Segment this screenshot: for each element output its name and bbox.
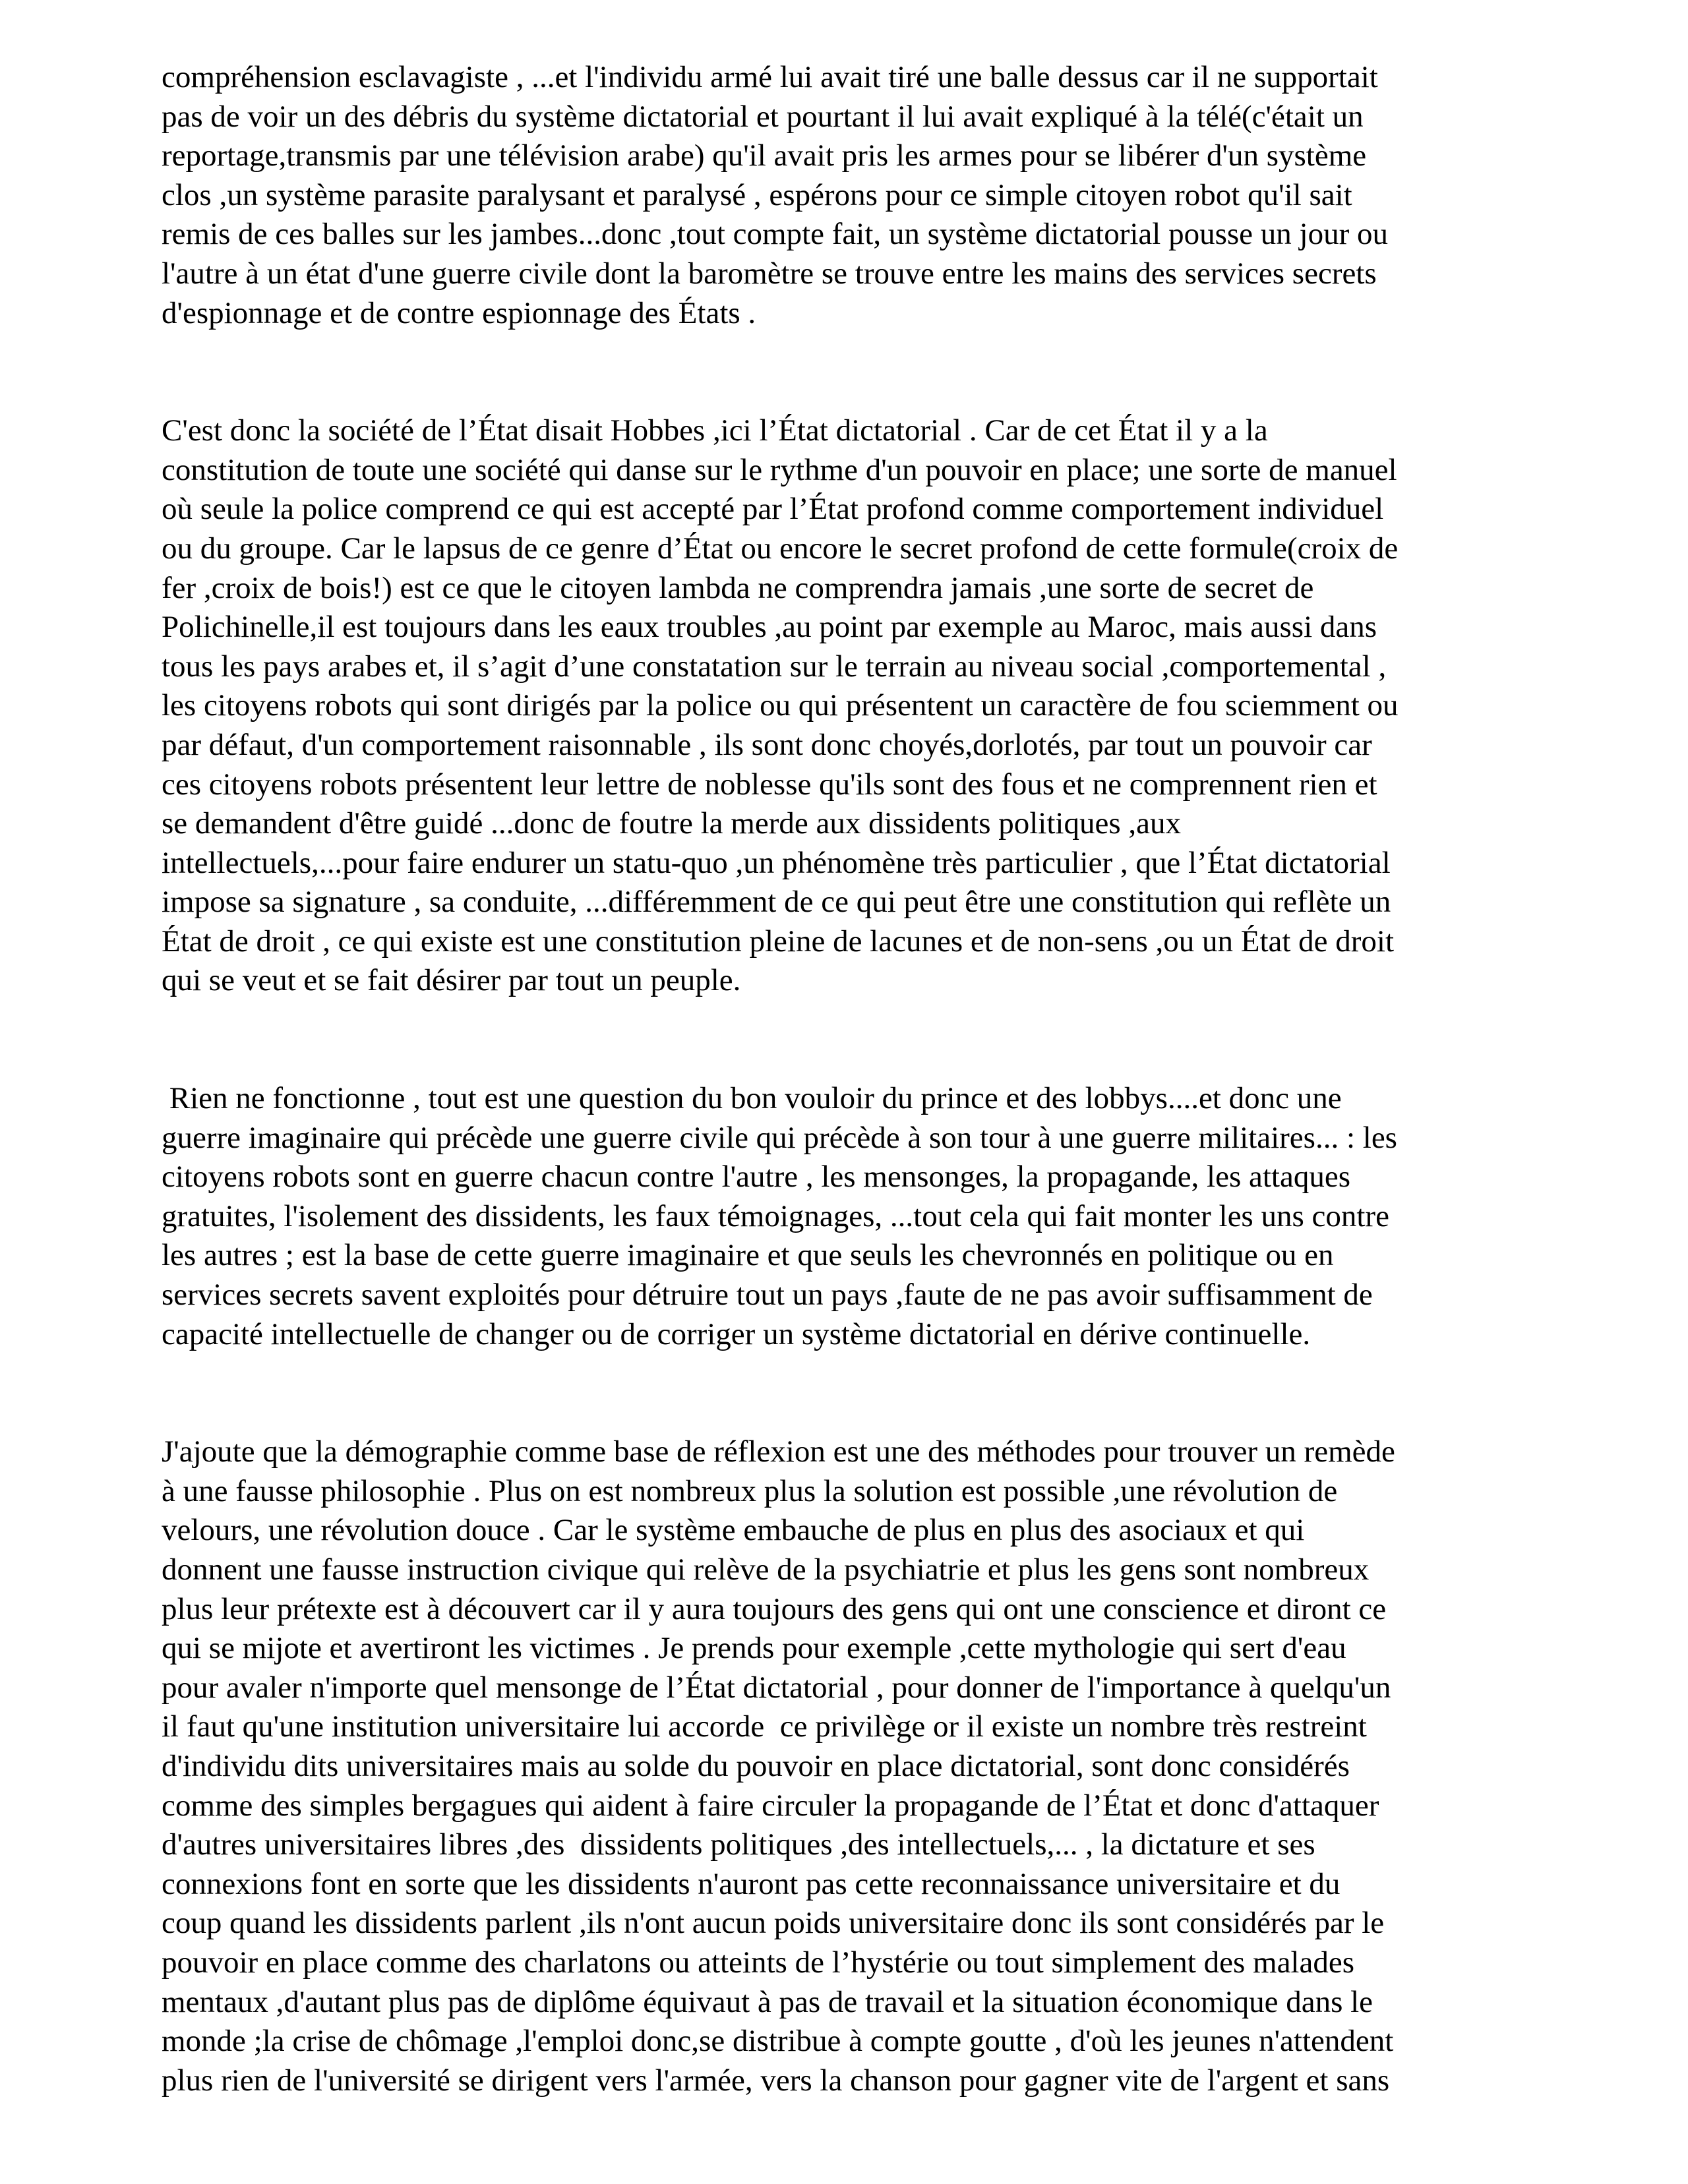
text-line: les autres ; est la base de cette guerre imaginaire et que seuls les chevronnés en politique ou en: [162, 1238, 1334, 1273]
text-line: remis de ces balles sur les jambes...donc ,tout compte fait, un système dictatorial pousse un jour ou: [162, 217, 1388, 252]
text-line: coup quand les dissidents parlent ,ils n'ont aucun poids universitaire donc ils sont considérés par le: [162, 1906, 1385, 1941]
text-line: services secrets savent exploités pour détruire tout un pays ,faute de ne pas avoir suffisamment de: [162, 1278, 1373, 1313]
text-line: velours, une révolution douce . Car le système embauche de plus en plus des asociaux et qui: [162, 1513, 1305, 1548]
text-line: d'autres universitaires libres ,des dissidents politiques ,des intellectuels,... , la dictature et ses: [162, 1827, 1315, 1862]
paragraph-1: [162, 58, 1540, 333]
text-line: comme des simples bergagues qui aident à faire circuler la propagande de l’État et donc d'attaquer: [162, 1788, 1379, 1823]
paragraph-spacer: [162, 1354, 1540, 1432]
text-line: citoyens robots sont en guerre chacun contre l'autre , les mensonges, la propagande, les attaques: [162, 1160, 1351, 1195]
text-line: reportage,transmis par une télévision arabe) qu'il avait pris les armes pour se libérer d'un système: [162, 138, 1367, 173]
text-line: pour avaler n'importe quel mensonge de l’État dictatorial , pour donner de l'importance à quelqu'un: [162, 1670, 1391, 1705]
text-line: à une fausse philosophie . Plus on est nombreux plus la solution est possible ,une révolution de: [162, 1473, 1338, 1508]
text-line: gratuites, l'isolement des dissidents, les faux témoignages, ...tout cela qui fait monter les uns contre: [162, 1198, 1389, 1233]
text-line: État de droit , ce qui existe est une constitution pleine de lacunes et de non-sens ,ou un État de droit: [162, 924, 1395, 959]
paragraph-4: [162, 1432, 1540, 2100]
text-line: ces citoyens robots présentent leur lettre de noblesse qu'ils sont des fous et ne comprennent rien et: [162, 767, 1377, 802]
text-line: fer ,croix de bois!) est ce que le citoyen lambda ne comprendra jamais ,une sorte de secret de: [162, 570, 1314, 605]
text-line: constitution de toute une société qui danse sur le rythme d'un pouvoir en place; une sorte de manuel: [162, 452, 1397, 487]
text-line: l'autre à un état d'une guerre civile dont la baromètre se trouve entre les mains des services secrets: [162, 256, 1377, 291]
text-line: impose sa signature , sa conduite, ...différemment de ce qui peut être une constitution qui reflète un: [162, 885, 1391, 920]
text-line: guerre imaginaire qui précède une guerre civile qui précède à son tour à une guerre militaires... : les: [162, 1120, 1397, 1155]
text-line: qui se veut et se fait désirer par tout un peuple.: [162, 963, 741, 998]
paragraph-spacer: [162, 333, 1540, 411]
text-line: plus rien de l'université se dirigent vers l'armée, vers la chanson pour gagner vite de l'argent et sans: [162, 2063, 1390, 2098]
paragraph-spacer: [162, 1001, 1540, 1079]
text-line: tous les pays arabes et, il s’agit d’une constatation sur le terrain au niveau social ,comportemental ,: [162, 649, 1387, 684]
paragraph-2: [162, 411, 1540, 1001]
text-line: mentaux ,d'autant plus pas de diplôme équivaut à pas de travail et la situation économique dans le: [162, 1984, 1373, 2019]
paragraph-3: [162, 1079, 1540, 1354]
text-line: Polichinelle,il est toujours dans les eaux troubles ,au point par exemple au Maroc, mais aussi dans: [162, 610, 1377, 645]
text-line: donnent une fausse instruction civique qui relève de la psychiatrie et plus les gens sont nombreux: [162, 1552, 1370, 1587]
text-line: C'est donc la société de l’État disait Hobbes ,ici l’État dictatorial . Car de cet État il y a la: [162, 413, 1268, 448]
text-line: pas de voir un des débris du système dictatorial et pourtant il lui avait expliqué à la télé(c'était un: [162, 99, 1364, 134]
text-line: plus leur prétexte est à découvert car il y aura toujours des gens qui ont une conscience et diront ce: [162, 1591, 1387, 1626]
text-line: les citoyens robots qui sont dirigés par la police ou qui présentent un caractère de fou sciemment ou: [162, 688, 1399, 723]
text-line: où seule la police comprend ce qui est accepté par l’État profond comme comportement individuel: [162, 492, 1384, 527]
text-line: clos ,un système parasite paralysant et paralysé , espérons pour ce simple citoyen robot qu'il sait: [162, 177, 1352, 212]
text-line: capacité intellectuelle de changer ou de corriger un système dictatorial en dérive continuelle.: [162, 1316, 1311, 1351]
text-line: d'individu dits universitaires mais au solde du pouvoir en place dictatorial, sont donc considérés: [162, 1748, 1350, 1783]
text-line: Rien ne fonctionne , tout est une question du bon vouloir du prince et des lobbys....et donc une: [162, 1081, 1342, 1116]
text-line: connexions font en sorte que les dissidents n'auront pas cette reconnaissance universitaire et du: [162, 1866, 1341, 1901]
text-line: J'ajoute que la démographie comme base de réflexion est une des méthodes pour trouver un remède: [162, 1434, 1395, 1469]
text-line: monde ;la crise de chômage ,l'emploi donc,se distribue à compte goutte , d'où les jeunes n'attendent: [162, 2024, 1394, 2059]
text-line: se demandent d'être guidé ...donc de foutre la merde aux dissidents politiques ,aux: [162, 806, 1181, 841]
text-line: pouvoir en place comme des charlatons ou atteints de l’hystérie ou tout simplement des malades: [162, 1945, 1354, 1980]
text-line: intellectuels,...pour faire endurer un statu-quo ,un phénomène très particulier , que l’État dictatorial: [162, 845, 1391, 880]
text-line: il faut qu'une institution universitaire lui accorde ce privilège or il existe un nombre très restreint: [162, 1709, 1367, 1744]
text-line: par défaut, d'un comportement raisonnable , ils sont donc choyés,dorlotés, par tout un pouvoir car: [162, 727, 1372, 762]
text-line: qui se mijote et avertiront les victimes . Je prends pour exemple ,cette mythologie qui sert d'eau: [162, 1631, 1346, 1666]
document-page: [162, 58, 1540, 2100]
text-line: d'espionnage et de contre espionnage des États .: [162, 295, 756, 330]
text-line: ou du groupe. Car le lapsus de ce genre d’État ou encore le secret profond de cette formule(croix de: [162, 531, 1399, 566]
text-line: compréhension esclavagiste , ...et l'individu armé lui avait tiré une balle dessus car il ne supportait: [162, 60, 1378, 94]
